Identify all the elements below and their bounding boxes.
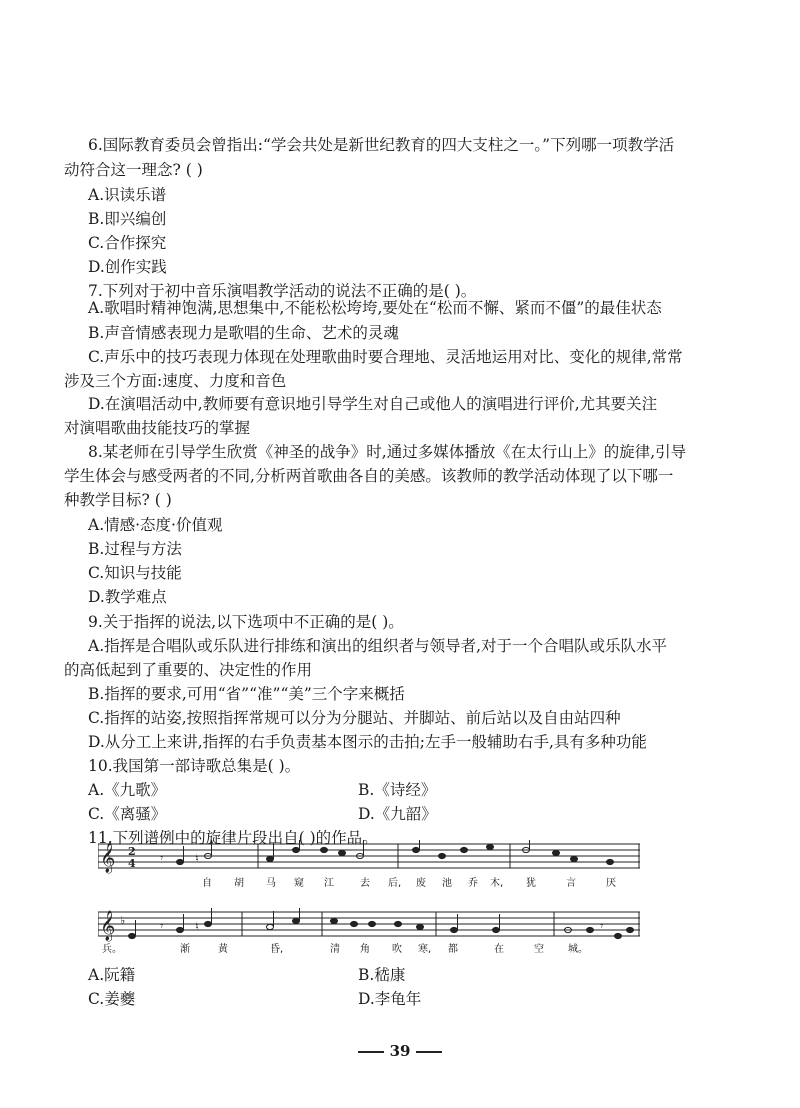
- lyric: 言: [566, 878, 576, 889]
- lyric: 后,: [388, 878, 402, 889]
- q6-option-b: B.即兴编创: [88, 210, 167, 228]
- lyric: 清: [330, 944, 340, 955]
- q8-option-a: A.情感·态度·价值观: [88, 516, 223, 534]
- q9-option-a-line2: 的高低起到了重要的、决定性的作用: [64, 661, 313, 679]
- lyric: 江: [324, 878, 334, 889]
- q6-option-a: A.识读乐谱: [88, 186, 167, 204]
- q9-option-a-line1: A.指挥是合唱队或乐队进行排练和演出的组织者与领导者,对于一个合唱队或乐队水平: [88, 637, 668, 655]
- time-signature-bottom: 4: [128, 857, 136, 870]
- note: [177, 859, 184, 864]
- note: [571, 856, 578, 861]
- lyric: 厌: [606, 878, 616, 889]
- q7-option-b: B.声音情感表现力是歌唱的生命、艺术的灵魂: [88, 324, 399, 342]
- q8-option-d: D.教学难点: [88, 588, 167, 606]
- lyric: 黄: [218, 944, 228, 955]
- note: [339, 850, 346, 855]
- q7-option-a: A.歌唱时精神饱满,思想集中,不能松松垮垮,要处在“松而不懈、紧而不僵”的最佳状态: [88, 299, 662, 317]
- note: [395, 921, 402, 926]
- q6-option-c: C.合作探究: [88, 234, 167, 252]
- flat-sign-icon: ♭: [120, 914, 126, 927]
- lyric: 马: [266, 878, 276, 889]
- q8-option-b: B.过程与方法: [88, 540, 182, 558]
- note: [321, 847, 328, 852]
- q6-option-d: D.创作实践: [88, 258, 167, 276]
- q10-option-b: B.《诗经》: [358, 781, 437, 799]
- q9-stem: 9.关于指挥的说法,以下选项中不正确的是( )。: [88, 613, 404, 631]
- note: [615, 933, 622, 938]
- note: [331, 918, 338, 923]
- q11-option-b: B.嵇康: [358, 966, 406, 984]
- lyric: 渐: [180, 944, 190, 955]
- lyric: 去: [360, 878, 370, 889]
- q7-option-d-line1: D.在演唱活动中,教师要有意识地引导学生对自己或他人的演唱进行评价,尤其要关注: [88, 395, 658, 413]
- note: [417, 924, 424, 929]
- lyric: 城。: [568, 944, 588, 955]
- q7-option-c-line2: 涉及三个方面:速度、力度和音色: [64, 372, 287, 390]
- q11-option-c: C.姜夔: [88, 990, 136, 1008]
- q10-option-a: A.《九歌》: [88, 781, 167, 799]
- q7-option-c-line1: C.声乐中的技巧表现力体现在处理歌曲时要合理地、灵活地运用对比、变化的规律,常常: [88, 348, 683, 366]
- natural-sign-icon: ♮: [195, 920, 199, 933]
- treble-clef-icon: 𝄞: [100, 911, 116, 941]
- q7-stem: 7.下列对于初中音乐演唱教学活动的说法不正确的是( )。: [88, 282, 477, 300]
- q6-stem-line1: 6.国际教育委员会曾指出:“学会共处是新世纪教育的四大支柱之一。”下列哪一项教学活: [88, 136, 675, 154]
- q10-option-c: C.《离骚》: [88, 805, 167, 823]
- note: [439, 853, 446, 858]
- lyric: 窥: [294, 878, 304, 889]
- lyric: 空: [534, 944, 544, 955]
- lyric: 自: [202, 878, 212, 889]
- music-staff-2: [98, 908, 643, 964]
- note: [129, 933, 136, 938]
- q11-option-a: A.阮籍: [88, 966, 136, 984]
- page-number: [0, 1042, 800, 1060]
- note: [293, 918, 300, 923]
- note: [205, 921, 212, 926]
- q11-option-d: D.李龟年: [358, 990, 422, 1008]
- q9-option-b: B.指挥的要求,可用“省”“准”“美”三个字来概括: [88, 685, 405, 703]
- lyric: 木,: [490, 878, 504, 889]
- music-staff-1: [98, 840, 643, 900]
- lyric: 犹: [526, 878, 536, 889]
- lyric: 都: [448, 944, 458, 955]
- note: [413, 847, 420, 852]
- q7-option-d-line2: 对演唱歌曲技能技巧的掌握: [64, 419, 251, 437]
- lyric: 昏,: [270, 944, 284, 955]
- note: [587, 927, 594, 932]
- note: [451, 927, 458, 932]
- eighth-rest-icon: 𝄾: [160, 851, 164, 865]
- q8-stem-line3: 种教学目标? ( ): [64, 491, 172, 509]
- q6-stem-line2: 动符合这一理念? ( ): [64, 161, 203, 179]
- note: [267, 924, 274, 929]
- q10-option-d: D.《九韶》: [358, 805, 437, 823]
- lyric: 角: [360, 944, 370, 955]
- q9-option-d: D.从分工上来讲,指挥的右手负责基本图示的击拍;左手一般辅助右手,具有多种功能: [88, 733, 647, 751]
- note: [487, 844, 494, 849]
- note: [493, 927, 500, 932]
- q9-option-c: C.指挥的站姿,按照指挥常规可以分为分腿站、并脚站、前后站以及自由站四种: [88, 709, 621, 727]
- note: [351, 921, 358, 926]
- note: [267, 856, 274, 861]
- page-number-dash-left: [358, 1051, 384, 1053]
- note: [177, 927, 184, 932]
- note: [369, 921, 376, 926]
- q8-stem-line1: 8.某老师在引导学生欣赏《神圣的战争》时,通过多媒体播放《在太行山上》的旋律,引导: [88, 443, 687, 461]
- page-number-dash-right: [416, 1051, 442, 1053]
- lyric: 寒,: [418, 944, 432, 955]
- page-number-value: 39: [389, 1042, 411, 1060]
- q10-stem: 10.我国第一部诗歌总集是( )。: [88, 757, 301, 775]
- eighth-rest-icon: 𝄾: [600, 919, 604, 933]
- lyric: 胡: [234, 878, 244, 889]
- lyric: 池: [442, 878, 452, 889]
- note: [607, 859, 614, 864]
- q8-option-c: C.知识与技能: [88, 564, 182, 582]
- eighth-rest-icon: 𝄾: [160, 919, 164, 933]
- note: [553, 850, 560, 855]
- note: [461, 847, 468, 852]
- lyric: 乔: [468, 878, 478, 889]
- q11-stem: 11.下列谱例中的旋律片段出自( )的作品。: [88, 829, 378, 847]
- note: [293, 847, 300, 852]
- time-signature-top: 2: [128, 845, 136, 858]
- treble-clef-icon: 𝄞: [100, 843, 116, 873]
- lyric: 废: [416, 878, 426, 889]
- lyric: 兵。: [102, 944, 122, 955]
- natural-sign-icon: ♮: [195, 852, 199, 865]
- lyric: 在: [494, 944, 504, 955]
- q8-stem-line2: 学生体会与感受两者的不同,分析两首歌曲各自的美感。该教师的教学活动体现了以下哪一: [64, 467, 674, 485]
- lyric: 吹: [392, 944, 402, 955]
- note: [627, 927, 634, 932]
